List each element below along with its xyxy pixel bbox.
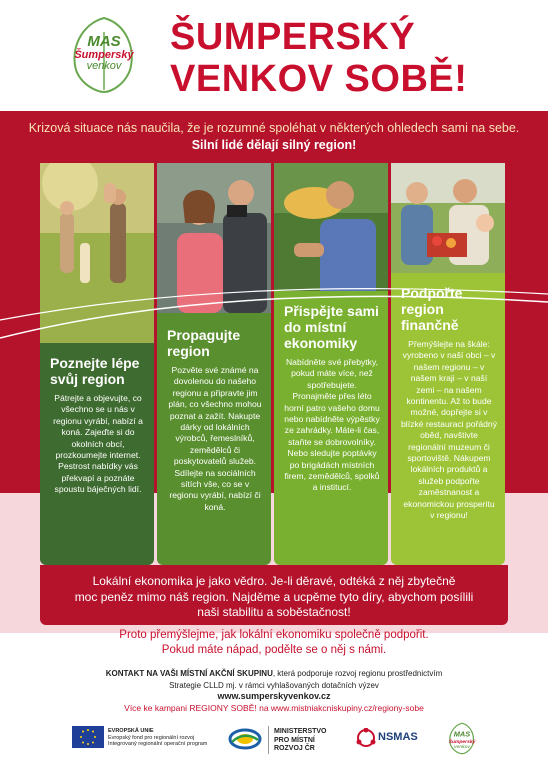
column-promote-heading: Propagujte region [167,327,241,359]
message-line-1: Lokální ekonomika je jako vědro. Je-li děravé, odtéká z něj zbytečně [92,574,456,588]
eu-text [108,728,218,748]
column-support [391,163,505,565]
eu-line-2: Evropský fond pro regionální rozvoj [108,734,195,741]
contact-lead-rest: , která podporuje rozvoj regionu prostřednictvím [272,669,443,678]
mas-logo [70,14,138,94]
campaign-link[interactable]: Více ke kampani REGIONY SOBĚ! na www.mistniakcniskupiny.cz/regiony-sobe [124,702,424,713]
decorative-curves [0,280,548,340]
column-promote-text: Pozvěte své známé na dovolenou do našeho regionu a připravte jim plán, co všechno mohou poznat a zažít. Nakupte dárky od lokálních výrobců, řemeslníků, zemědělců či poskytovatelů služeb. Sdílejte na sociálních sítích vše, co se v regionu vyrábí, nabízí či koná. [168,365,262,512]
contact-line-2: Strategie CLLD mj. v rámci vyhlašovaných dotačních výzev [169,680,379,690]
column-explore-body [40,343,154,565]
mmr-text [274,728,327,754]
column-explore-text: Pátrejte a objevujte, co všechno se u nás v regionu vyrábí, nabízí a koná. Zajeďte si do okolních obcí, prozkoumejte internet. Pestrost nabídky vás překvapí a poznáte spoustu báječných lidí. [53,393,143,495]
column-contribute-heading: Přispějte sami do místní ekonomiky [284,303,379,351]
column-explore-heading: Poznejte lépe svůj region [50,355,140,387]
title-line-2: VENKOV SOBĚ! [170,58,468,100]
logo-mas: MAS [87,33,121,50]
eu-flag-icon [72,726,104,748]
intro-bold: Silní lidé dělají silný region! [191,138,357,152]
eu-line-1: EVROPSKÁ UNIE [108,728,154,734]
column-explore [40,163,154,565]
title-line-1: ŠUMPERSKÝ [170,16,416,58]
column-support-heading: Podpořte region finančně [401,285,463,333]
contact-section [20,668,528,714]
closing-line-2: Pokud máte nápad, podělte se o něj s námi. [161,644,387,656]
mmr-logo-icon [228,728,262,750]
partner-logos [60,716,500,764]
mas-small-logo [448,720,476,756]
intro-regular: Krizová situace nás naučila, že je rozumné spoléhat v některých ohledech sami na sebe. [28,121,520,135]
message-text [40,574,508,621]
message-line-3: naši stabilitu a soběstačnost! [197,605,351,619]
mmr-line-3: ROZVOJ ČR [274,745,315,752]
contact-website-link[interactable]: www.sumperskyvenkov.cz [217,691,331,701]
small-logo-mas: MAS [453,729,471,739]
eu-line-3: Integrovaný regionální operační program [108,741,208,747]
column-promote-body [157,313,271,565]
mmr-line-1: MINISTERSTVO [274,728,327,735]
intro-text [20,120,528,154]
closing-text [20,628,528,658]
contact-lead: KONTAKT NA VAŠI MÍSTNÍ AKČNÍ SKUPINU [105,669,273,678]
message-line-2: moc peněz mimo náš region. Najděme a ucpěme tyto díry, abychom posílili [74,589,474,604]
nsmas-logo-icon [356,728,376,748]
small-logo-sumpersky: Šumperský [448,739,476,745]
column-promote [157,163,271,565]
nsmas-text: NSMAS [378,731,418,743]
page-title [170,16,540,100]
mmr-line-2: PRO MÍSTNÍ [274,736,315,744]
column-support-text: Přemýšlejte na škále: vyrobeno v naší obci – v našem regionu – v našem kraji – v naší zemi – na našem kontinentu. Až to bude možné, dopřejte si v blízké restauraci pořádný oběd, navštivte regionální muzeum či sportoviště. Nákupem lokálních produktů a služeb podpořte zaměstnanost a ekonomickou prosperitu v regionu! [401,339,498,521]
closing-line-1: Proto přemýšlejme, jak lokální ekonomiku společně podpořit. [119,629,429,641]
mmr-divider [268,726,273,754]
column-contribute-text: Nabídněte své přebytky, pokud máte více, než spotřebujete. Pronajměte přes léto horní patro vašeho domu nebo nabídněte výpěstky ze zahrádky. Máte-li čas, staňte se dobrovolníky. Nebo sledujte poptávky po brigádách místních firem, zemědělců, spolků a institucí. [284,357,380,493]
small-logo-venkov: venkov [454,744,470,750]
column-contribute [274,163,388,565]
logo-venkov: venkov [86,60,122,72]
logo-sumpersky: Šumperský [74,49,134,61]
